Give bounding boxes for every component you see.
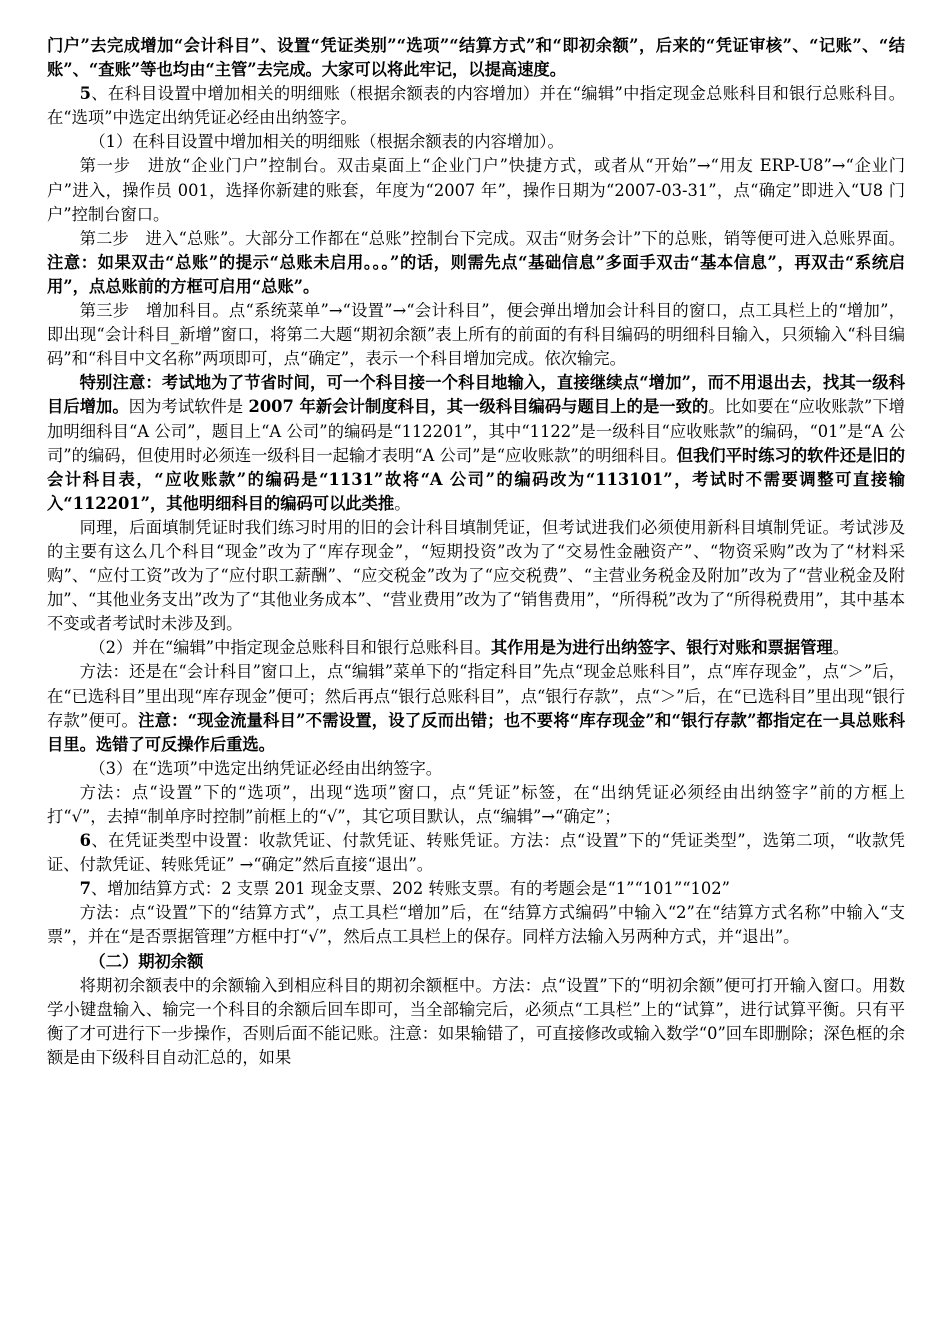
paragraph (47, 877, 905, 901)
bold-text-run: 注意：“现金流量科目”不需设置，设了反而出错；也不要将“库存现金”和“银行存款”都指定在一具总账科目里。选错了可反操作后重选。 (47, 710, 905, 754)
text-run: 方法：还是在“会计科目”窗口上，点“编辑”菜单下的“指定科目”先点“现金总账科目”，点“库存现金”，点“＞”后，在“已选科目”里出现“库存现金”便可；然后再点“银行总账科目”，点“银行存款”，点“＞”后，在“已选科目”里出现“银行存款”便可。 (47, 662, 905, 730)
bold-text-run: 注意：如果双击“总账”的提示“总账未启用。。。”的话，则需先点“基础信息”多面手双击“基本信息”，再双击“系统启用”，点总账前的方框可启用“总账”。 (47, 252, 905, 296)
bold-text-run: 6 (79, 831, 91, 851)
text-run: 第一步 进放“企业门户”控制台。双击桌面上“企业门户”快捷方式，或者从“开始”→“用友 ERP-U8”→“企业门户”进入，操作员 001，选择你新建的账套，年度为“2007 年”，操作日期为“2007-03-31”，点“确定”即进入“U8 门户”控制台窗口。 (47, 156, 905, 224)
paragraph (47, 34, 905, 82)
bold-text-run: 特别注意：考试地为了节省时间，可一个科目接一个科目地输入，直接继续点“增加”，而不用退出去，找其一级科目后增加。 (47, 373, 905, 417)
text-run: （3）在“选项”中选定出纳凭证必经由出纳签字。 (89, 758, 443, 778)
bold-text-run: （二）期初余额 (89, 951, 204, 971)
paragraph (47, 636, 905, 660)
paragraph (47, 950, 905, 974)
text-run: 因为考试软件是 (128, 397, 249, 417)
text-run: 、增加结算方式：2 支票 201 现金支票、202 转账支票。有的考题会是“1”“101”“102” (90, 879, 730, 899)
bold-text-run: 5 (79, 84, 91, 104)
bold-text-run: 但我们平时练习的软件还是旧的会计科目表，“应收账款”的编码是“1131”故将“A 公司”的编码改为“113101”，考试时不需要调整可直接输入“112201”，其他明细科目的编码可以此类推 (47, 445, 905, 513)
paragraph (47, 781, 905, 829)
bold-text-run: 门户”去完成增加“会计科目”、设置“凭证类别”“选项”“结算方式”和“即初余额”，后来的“凭证审核”、“记账”、“结账”、“查账”等也均由“主管”去完成。大家可以将此牢记，以提高速度。 (47, 36, 905, 80)
text-run: 将期初余额表中的余额输入到相应科目的期初余额框中。方法：点“设置”下的“明初余额”便可打开输入窗口。用数学小键盘输入、输完一个科目的余额后回车即可，当全部输完后，必须点“工具栏”上的“试算”，进行试算平衡。只有平衡了才可进行下一步操作，否则后面不能记账。注意：如果输错了，可直接修改或输入数学“0”回车即删除；深色框的余额是由下级科目自动汇总的，如果 (47, 975, 905, 1067)
text-run: 同理，后面填制凭证时我们练习时用的旧的会计科目填制凭证，但考试进我们必须使用新科目填制凭证。考试涉及的主要有这么几个科目“现金”改为了“库存现金”，“短期投资”改为了“交易性金融资产”、“物资采购”改为了“材料采购”、“应付工资”改为了“应付职工薪酬”、“应交税金”改为了“应交税费”、“主营业务税金及附加”改为了“营业税金及附加”、“其他业务支出”改为了“其他业务成本”、“营业费用”改为了“销售费用”，“所得税”改为了“所得税费用”，其中基本不变或者考试时未涉及到。 (47, 517, 905, 634)
paragraph (47, 227, 905, 299)
text-run: （1）在科目设置中增加相关的明细账（根据余额表的内容增加）。 (89, 132, 564, 152)
paragraph (47, 829, 905, 877)
text-run: 、在凭证类型中设置：收款凭证、付款凭证、转账凭证。方法：点“设置”下的“凭证类型”，选第二项，“收款凭证、付款凭证、转账凭证” →“确定”然后直接“退出”。 (47, 831, 905, 875)
bold-text-run: 其作用是为进行出纳签字、银行对账和票据管理 (490, 638, 833, 658)
paragraph (47, 757, 905, 781)
bold-text-run: 7 (79, 879, 91, 899)
text-run: 。 (832, 638, 850, 658)
paragraph (47, 974, 905, 1070)
text-run: 第三步 增加科目。点“系统菜单”→“设置”→“会计科目”，便会弹出增加会计科目的窗口，点工具栏上的“增加”，即出现“会计科目_新增”窗口，将第二大题“期初余额”表上所有的前面的有科目编码的明细科目输入，只须输入“科目编码”和“科目中文名称”两项即可，点“确定”，表示一个科目增加完成。依次输完。 (47, 301, 905, 369)
text-run: 方法：点“设置”下的“结算方式”，点工具栏“增加”后，在“结算方式编码”中输入“2”在“结算方式名称”中输入“支票”，并在“是否票据管理”方框中打“√”，然后点工具栏上的保存。同样方法输入另两种方式，并“退出”。 (47, 903, 905, 947)
paragraph (47, 154, 905, 226)
paragraph (47, 516, 905, 636)
paragraph (47, 82, 905, 130)
paragraph (47, 901, 905, 949)
paragraph (47, 371, 905, 516)
text-run: 。比如要在“应收账款”下增加明细科目“A 公司”，题目上“A 公司”的编码是“112201”，其中“1122”是一级科目“应收账款”的编码，“01”是“A 公司”的编码，但使用时必须连一级科目一起输才表明“A 公司”是“应收账款”的明细科目。 (47, 397, 905, 465)
text-run: 、在科目设置中增加相关的明细账（根据余额表的内容增加）并在“编辑”中指定现金总账科目和银行总账科目。在“选项”中选定出纳凭证必经由出纳签字。 (47, 84, 905, 128)
bold-text-run: 2007 年新会计制度科目，其一级科目编码与题目上的是一致的 (248, 397, 709, 417)
text-run: 第二步 进入“总账”。大部分工作都在“总账”控制台下完成。双击“财务会计”下的总账，销等便可进入总账界面。 (79, 228, 905, 248)
paragraph (47, 299, 905, 371)
text-run: （2）并在“编辑”中指定现金总账科目和银行总账科目。 (89, 638, 491, 658)
paragraph (47, 660, 905, 756)
paragraph (47, 130, 905, 154)
text-run: 方法：点“设置”下的“选项”，出现“选项”窗口，点“凭证”标签，在“出纳凭证必须经由出纳签字”前的方框上打“√”，去掉“制单序时控制”前框上的“√”，其它项目默认，点“编辑”→“确定”； (47, 782, 905, 826)
text-run: 。 (394, 493, 411, 513)
